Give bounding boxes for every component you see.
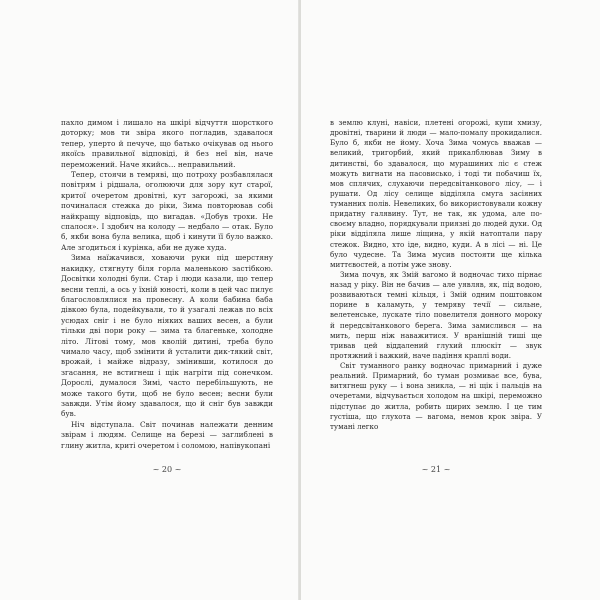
paragraph: Тепер, стоячи в темряві, що потроху розбавлялася повітрям і рідшала, оголюючи для зору кут старої, критої очеретом дровітні, кут загорожі, за якими починалася стежка до ріки, Зима повторював собі найкращу відповідь, що вигадав. «Добув трохи. Не спалося». І здобич на колоду — недбало — отак. Було б, якби вона була велика, щоб і кинути її було важко. Але згодиться і курінка, аби не дуже худа. [61,170,273,252]
page-number: ~ 20 ~ [152,465,182,474]
paragraph: Зима почув, як Змій вагомо й водночас тихо пірнає назад у ріку. Він не бачив — але уявляв, як, під водою, розвиваються темні кільця, і Змій одним поштовком порине в каламуть, у темряву течії — сильне, велетенське, лускате тіло повелителя донного мороку й передсвітанкового берега. Зима замислився — на мить, перш ніж наважитися. У вранішній тиші ще тривав цей віддалений глухий плюскіт — звук протяжний і важкий, наче падіння краплі води. [330,269,542,360]
paragraph: Зима наїжачився, ховаючи руки під шерстяну накидку, стягнуту біля горла маленькою застібкою. Досвітки холодні були. Стар і люди казали, що тепер весни теплі, а ось у їхній юності, коли в цей час пилує благословлялися на провесну. А коли бабина баба дівкою була, подейкували, то й узагалі лежав по всіх усюдах сніг і не було ніяких ваших весен, а були тільки дві пори року — зима та благеньке, холодне літо. Літові тому, мов кволій дитині, треба було чимало часу, щоб змінити й усталити дик-тякий світ, врожай, і майже відразу, змінивши, котилося до згасання, не встигнеш і щік нагріти під сонечком. Дорослі, думалося Зимі, часто перебільшують, не може такого бути, щоб не було весен; весни були завжди. Утім йому здавалося, що й сніг був завжди був. [61,253,273,419]
paragraph: Ніч відступала. Світ починав належати денним звірам і людям. Селище на березі — заглиблені в глину житла, криті очеретом і соломою, напівукопані [61,419,273,450]
page-number: ~ 21 ~ [421,465,451,474]
left-page-text [61,118,273,451]
paragraph: пахло димом і лишало на шкірі відчуття шорсткого доторку; мов ти звіра якого погладив, здавалося тепер, уперто й печуче, що батько очікував од нього якоїсь правильної відповіді, й без неї він, наче переможений. Наче якийсь... неправильний. [61,118,273,169]
right-page [301,0,600,600]
left-page [0,0,299,600]
paragraph: в землю клуні, навіси, плетені огорожі, купи хмизу, дровітні, тварини й люди — мало-помалу прокидалися. Було б, якби не йому. Хоча Зима чомусь вважав — великий, тригорбий, який прикалблював Зиму в дитинстві, бо здавалося, що мурашиних ліс є стеж можуть вигнати на пасовиськo, і тоді ти побачиш їх, мов сплячих, слухаючи передсвітанкового лісу, — і рушати. Од лісу селище відділяла смуга засіяних туманних полів. Невеликих, бо використовували кожну придатну галявину. Тут, не так, як удома, але по-своєму владно, порядкували приязні до людей духи. Од ріки відділяла лише ліщина, у якій натоптали пару стежок. Видно, хто іде, видно, куди. А в лісі — ні. Це було чудесне. Та Зима мусив постояти ще кілька миттєвостей, а потім уже знову. [330,118,542,269]
paragraph: Світ туманного ранку водночас примарний і дуже реальний. Примарний, бо туман розмиває все, бува, витягнеш руку — і вона зникла, — ні щік і пальців на очеретами, відчувається холодом на шкірі, переможно підступає до житла, робить щирих землю. І це тим густіша, що глухота — вагома, немов крок звіра. У тумані легко [330,361,542,431]
right-page-text [330,118,542,432]
